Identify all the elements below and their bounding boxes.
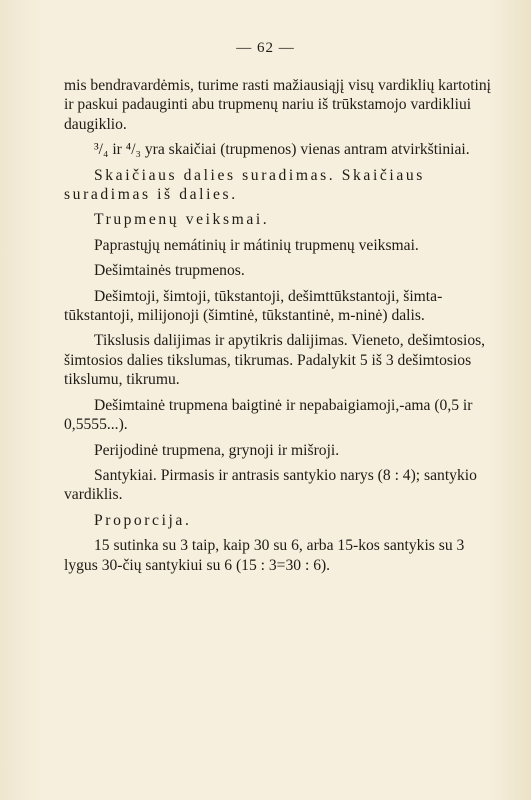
paragraph-3: Skaičiaus dalies suradimas. Skaičiaus suradimas iš dalies. — [64, 166, 425, 204]
paragraph-2: ³/₄ ir ⁴/₃ yra skaičiai (trupmenos) vienas antram atvirkštiniai. — [94, 141, 470, 159]
paragraph-1: mis bendravardėmis, turime rasti mažiausiąjį visų vardiklių kartotinį ir paskui padauginti abu trupmenų nariu iš trūkstamojo vardikliui daugiklio. — [64, 77, 491, 133]
paragraph-12: Proporcija. — [94, 511, 192, 529]
paragraph-11: Santykiai. Pirmasis ir antrasis santykio narys (8 : 4); santykio vardiklis. — [64, 466, 477, 504]
paragraph-9: Dešimtainė trupmena baigtinė ir nepabaigiamoji,-ama (0,5 ir 0,5555...). — [64, 396, 473, 434]
body-text — [64, 76, 494, 581]
paragraph-4: Trupmenų veiksmai. — [94, 211, 270, 229]
paragraph-8: Tikslusis dalijimas ir apytikris dalijimas. Vieneto, dešimtosios, šimtosios dalies tikslumas, tikrumas. Padalykit 5 iš 3 dešimtosios tikslumu, tikrumu. — [64, 332, 486, 389]
paragraph-13: 15 sutinka su 3 taip, kaip 30 su 6, arba 15-kos santykis su 3 lygus 30-čių santykiui su 6 (15 : 3=30 : 6). — [64, 537, 465, 574]
page-number: — 62 — — [236, 40, 295, 56]
paragraph-5: Paprastųjų nemátinių ir mátinių trupmenų veiksmai. — [94, 236, 419, 254]
paragraph-7: Dešimtoji, šimtoji, tūkstantoji, dešimttūkstantoji, šimta-tūkstantoji, milijonoji (šimtinė, tūkstantinė, m-ninė) dalis. — [64, 287, 443, 325]
paragraph-6: Dešimtainės trupmenos. — [94, 262, 245, 280]
paragraph-10: Perijodinė trupmena, grynoji ir mišroji. — [94, 441, 340, 459]
